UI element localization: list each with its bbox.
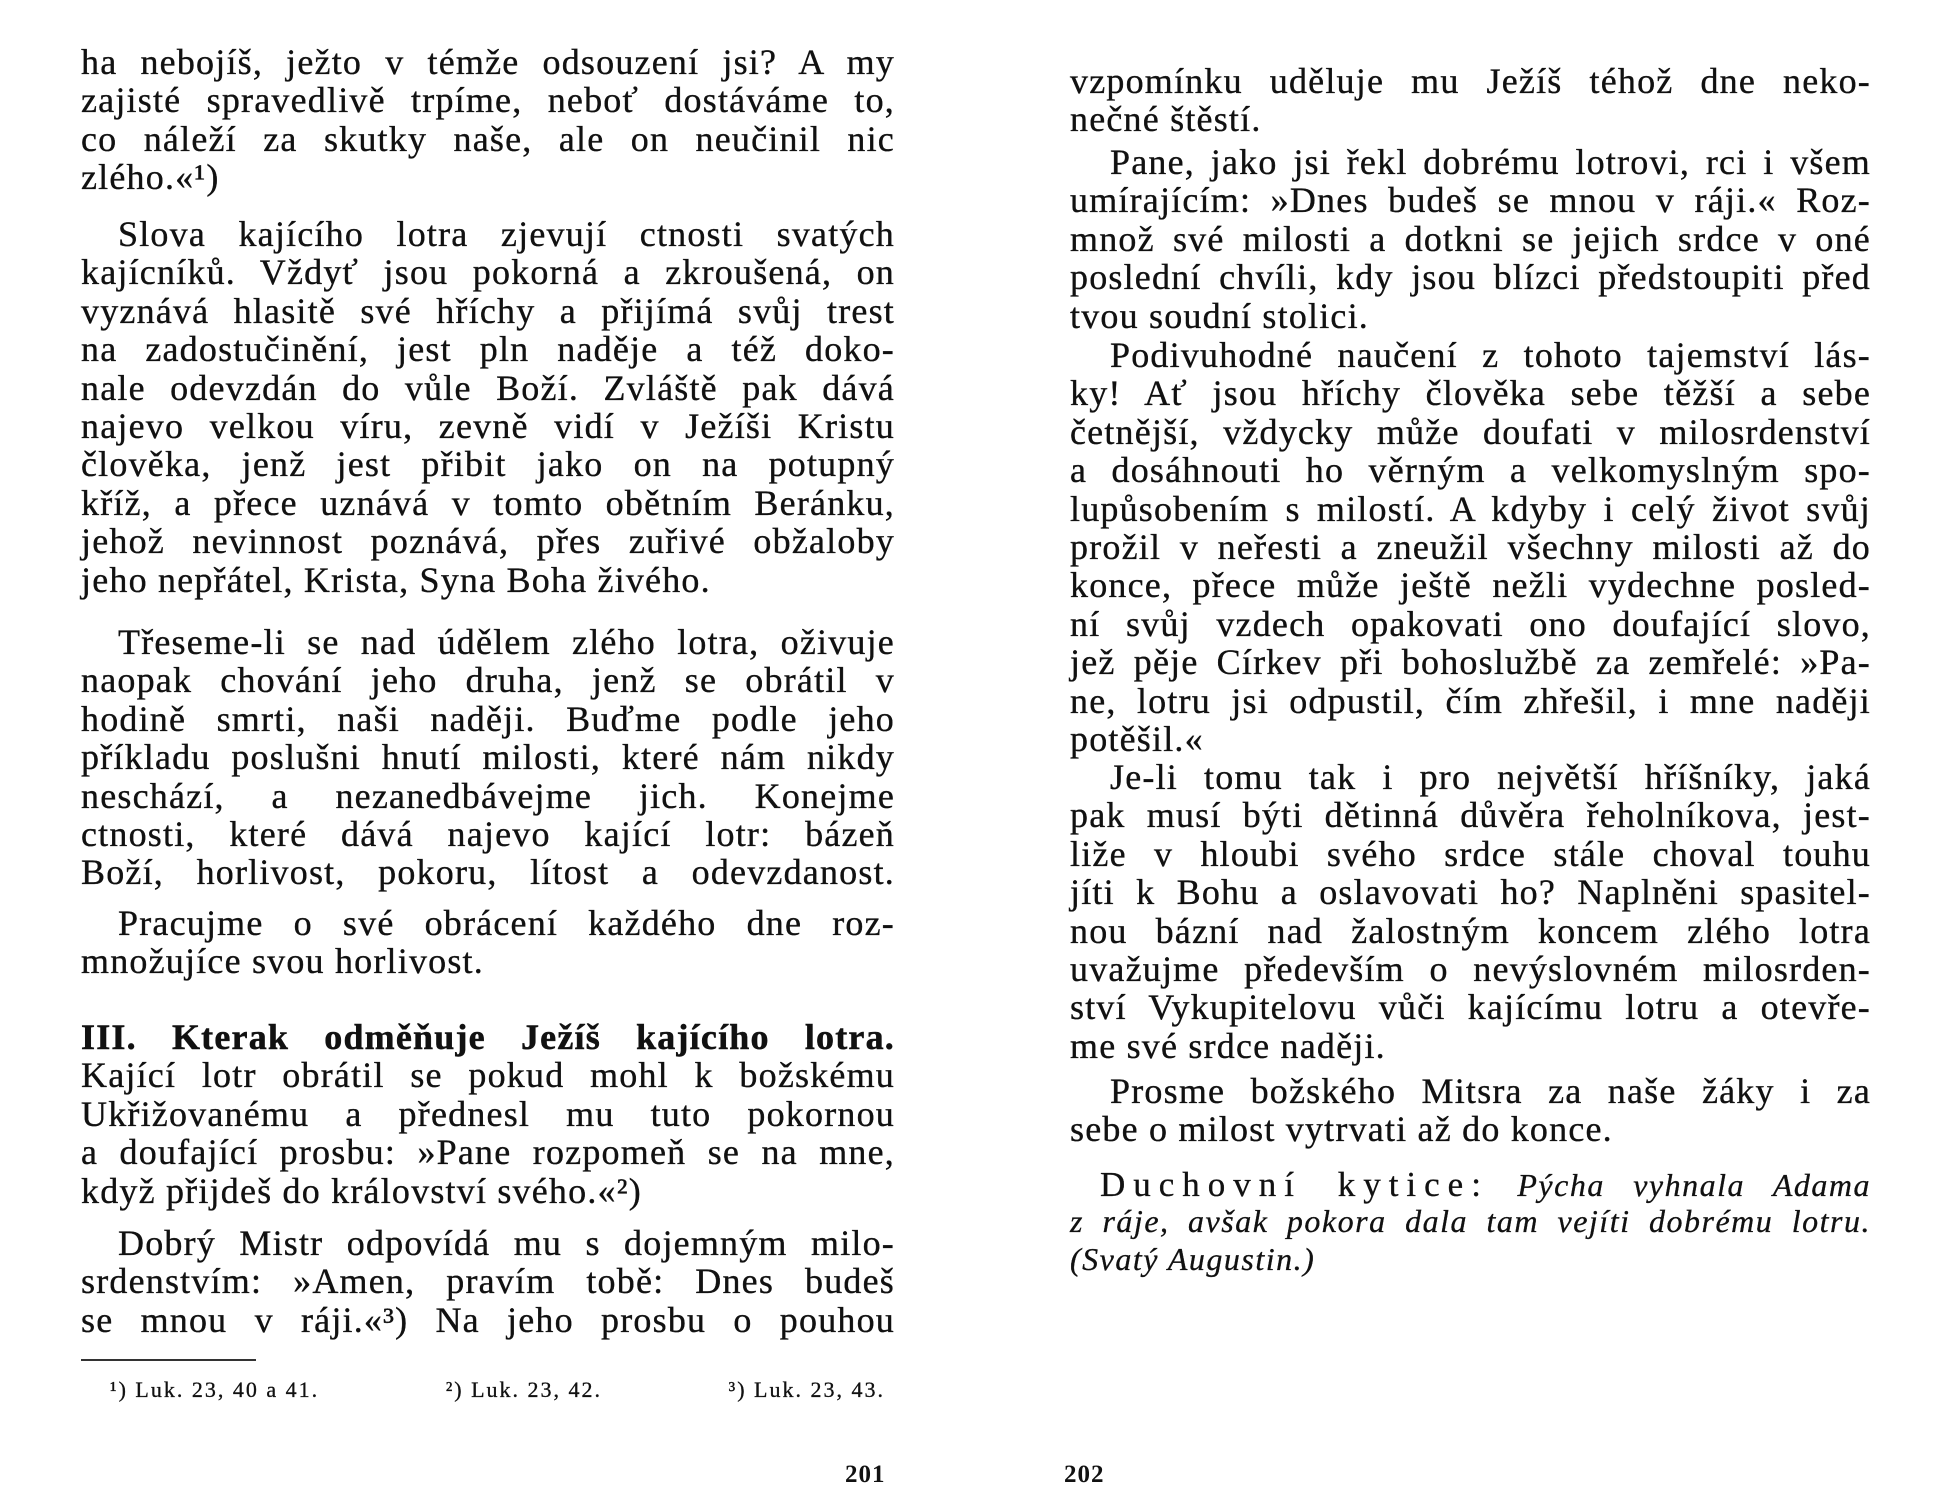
bouquet-label: Duchovní kytice: (1100, 1165, 1489, 1204)
bouquet-quote: Pýcha vyhnala Adama (1517, 1167, 1872, 1203)
text-line: Dobrý Mistr odpovídá mu s dojemným milo- (118, 1223, 895, 1263)
paragraph (1070, 1072, 1871, 1149)
text-line: množ své milosti a dotkni se jejich srdce v oné (1070, 218, 1871, 259)
text-line: ctnosti, které dává najevo kající lotr: bázeň (81, 813, 895, 854)
section-three (81, 1018, 895, 1210)
paragraph (1070, 336, 1871, 758)
paragraph (81, 215, 895, 599)
text-line: co náleží za skutky naše, ale on neučinil nic (81, 118, 895, 159)
text-line: se mnou v ráji.«³) Na jeho prosbu o pouhou (81, 1299, 895, 1340)
text-line: jeho nepřátel, Krista, Syna Boha živého. (81, 559, 711, 600)
text-line: Kající lotr obrátil se pokud mohl k božskému (81, 1055, 895, 1096)
section-heading: III. Kterak odměňuje Ježíš kajícího lotra. (81, 1017, 895, 1057)
paragraph (1070, 143, 1871, 335)
text-line: příkladu poslušni hnutí milosti, které nám nikdy (81, 737, 895, 778)
left-page (81, 0, 895, 1500)
text-line: naopak chování jeho druha, jenž se obrátil v (81, 660, 895, 701)
text-line: Pane, jako jsi řekl dobrému lotrovi, rci i všem (1110, 142, 1871, 182)
text-line: pak musí býti dětinná důvěra řeholníkova, jest- (1070, 795, 1871, 836)
text-line: Ukřižovanému a přednesl mu tuto pokornou (81, 1093, 895, 1134)
text-line: tvou soudní stolici. (1070, 295, 1370, 336)
text-line: zlého.«¹) (81, 157, 220, 198)
text-line: me své srdce naději. (1070, 1025, 1386, 1066)
text-line: nečné štěstí. (1070, 99, 1262, 140)
text-line: liže v hloubi svého srdce stále choval touhu (1070, 833, 1871, 874)
paragraph-continued (81, 43, 895, 197)
footnotes (110, 1377, 885, 1403)
text-line: konce, přece může ještě nežli vydechne posled- (1070, 565, 1871, 606)
text-line: a dosáhnouti ho věrným a velkomyslným spo- (1070, 450, 1871, 491)
text-line: ha nebojíš, ježto v témže odsouzení jsi? A my (81, 42, 895, 82)
bouquet-line (1070, 1166, 1871, 1203)
text-line: Slova kajícího lotra zjevují ctnosti svatých (118, 214, 895, 254)
text-line: prožil v neřesti a zneužil všechny milosti až do (1070, 526, 1871, 567)
text-line: poslední chvíli, kdy jsou blízci předstoupiti před (1070, 257, 1871, 298)
text-line: nou bázní nad žalostným koncem zlého lotra (1070, 910, 1871, 951)
text-line: zajisté spravedlivě trpíme, neboť dostáváme to, (81, 80, 895, 121)
text-line: ství Vykupitelovu vůči kajícímu lotru a otevře- (1070, 987, 1871, 1028)
text-line: ne, lotru jsi odpustil, čím zhřešil, i mne naději (1070, 680, 1871, 721)
text-line: srdenstvím: »Amen, pravím tobě: Dnes budeš (81, 1261, 895, 1302)
footnote-1: ¹) Luk. 23, 40 a 41. (110, 1377, 320, 1402)
text-line: ní svůj vzdech opakovati ono doufající slovo, (1070, 603, 1871, 644)
text-line: Třeseme-li se nad údělem zlého lotra, oživuje (118, 622, 895, 662)
text-line: jehož nevinnost poznává, přes zuřivé obžaloby (81, 521, 895, 562)
text-line: na zadostučinění, jest pln naděje a též doko- (81, 329, 895, 370)
text-line: Podivuhodné naučení z tohoto tajemství lás- (1110, 335, 1871, 375)
text-line: ky! Ať jsou hříchy člověka sebe těžší a sebe (1070, 373, 1871, 414)
text-line: četnější, vždycky může doufati v milosrdenství (1070, 411, 1871, 452)
text-line: potěšil.« (1070, 718, 1204, 759)
text-line: najevo velkou víru, zevně vidí v Ježíši Kristu (81, 405, 895, 446)
text-line: množujíce svou horlivost. (81, 941, 484, 982)
text-line: vyznává hlasitě své hříchy a přijímá svůj trest (81, 290, 895, 331)
text-line: uvažujme především o nevýslovném milosrden- (1070, 948, 1871, 989)
paragraph (81, 904, 895, 981)
text-line: jež pěje Církev při bohoslužbě za zemřelé: »Pa- (1070, 642, 1871, 683)
paragraph (1070, 758, 1871, 1065)
bouquet-attribution: (Svatý Augustin.) (1070, 1240, 1316, 1277)
text-line: když přijdeš do království svého.«²) (81, 1170, 642, 1211)
text-line: sebe o milost vytrvati až do konce. (1070, 1109, 1613, 1150)
paragraph (81, 623, 895, 892)
text-line: Prosme božského Mitsra za naše žáky i za (1110, 1071, 1871, 1111)
text-line: jíti k Bohu a oslavovati ho? Naplněni spasitel- (1070, 872, 1871, 913)
text-line: nale odevzdán do vůle Boží. Zvláště pak dává (81, 367, 895, 408)
spiritual-bouquet (1070, 1166, 1871, 1278)
footnote-3: ³) Luk. 23, 43. (728, 1377, 885, 1402)
right-page (1070, 0, 1871, 1500)
footnote-2: ²) Luk. 23, 42. (445, 1377, 603, 1402)
text-line: lupůsobením s milostí. A kdyby i celý život svůj (1070, 488, 1871, 529)
footnote-rule (81, 1359, 256, 1361)
text-line: a doufající prosbu: »Pane rozpomeň se na mne, (81, 1132, 895, 1173)
text-line: kříž, a přece uznává v tomto obětním Beránku, (81, 482, 895, 523)
text-line: neschází, a nezanedbávejme jich. Konejme (81, 775, 895, 816)
page-number-right: 202 (1064, 1461, 1105, 1488)
page-number-left: 201 (845, 1461, 886, 1488)
paragraph (81, 1224, 895, 1339)
text-line: kajícníků. Vždyť jsou pokorná a zkroušená, on (81, 252, 895, 293)
text-line: vzpomínku uděluje mu Ježíš téhož dne neko- (1070, 61, 1871, 101)
paragraph-continued (1070, 62, 1871, 139)
bouquet-quote: z ráje, avšak pokora dala tam vejíti dobrému lotru. (1070, 1203, 1871, 1240)
text-line: Boží, horlivost, pokoru, lítost a odevzdanost. (81, 852, 895, 893)
text-line: hodině smrti, naši naději. Buďme podle jeho (81, 698, 895, 739)
text-line: člověka, jenž jest přibit jako on na potupný (81, 444, 895, 485)
text-line: Je-li tomu tak i pro největší hříšníky, jaká (1110, 757, 1871, 797)
text-line: Pracujme o své obrácení každého dne roz- (118, 903, 895, 943)
text-line: umírajícím: »Dnes budeš se mnou v ráji.« Roz- (1070, 180, 1871, 221)
